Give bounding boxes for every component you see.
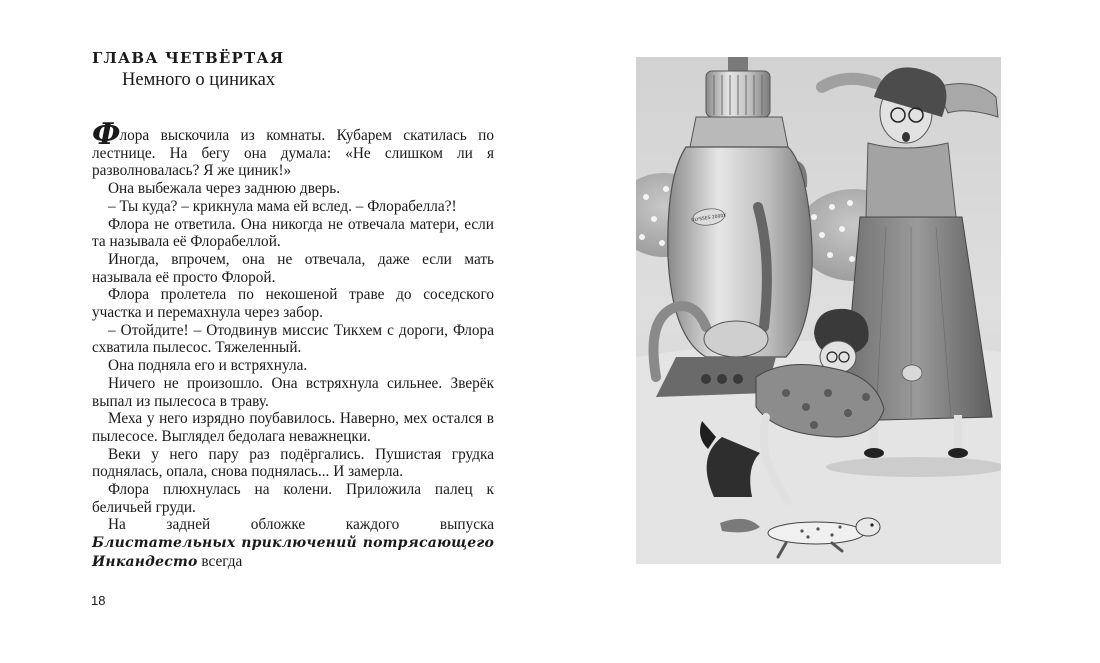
paragraph: Иногда, впрочем, она не отвечала, даже если мать называла её просто Флорой. [92, 250, 494, 286]
vacuum-label: ULYSSES 2000X [691, 213, 727, 224]
paragraph: Меха у него изрядно поубавилось. Наверно, мех остался в пылесосе. Выглядел бедолага неважнецки. [92, 410, 494, 445]
paragraph: Флора пролетела по некошеной траве до соседского участка и перемахнула через забор. [92, 286, 494, 322]
paragraph: – Отойдите! – Отодвинув миссис Тикхем с дороги, Флора схватила пылесос. Тяжеленный. [92, 321, 494, 357]
paragraph: Флора не ответила. Она никогда не отвечала матери, если та называла её Флорабеллой. [92, 215, 494, 251]
body-text [92, 117, 494, 572]
paragraph: Ничего не произошло. Она встряхнула сильнее. Зверёк выпал из пылесоса в траву. [92, 374, 494, 410]
illustration [636, 57, 1001, 564]
paragraph-text: На задней обложке каждого выпуска [108, 516, 494, 534]
ground-shadow [826, 457, 1001, 477]
paragraph: Веки у него пару раз подёргались. Пушистая грудка поднялась, опала, снова поднялась... И замерла. [92, 445, 494, 481]
paragraph-text: лора выскочила из комнаты. Кубарем скатилась по лестнице. На бегу она думала: «Не слишком ли я разволновалась? Я же циник!» [92, 127, 494, 180]
paragraph: Она выбежала через заднюю дверь. [108, 180, 341, 198]
chapter-title: Немного о циниках [122, 70, 276, 90]
chapter-label: ГЛАВА ЧЕТВЁРТАЯ [92, 49, 285, 67]
paragraph-text: всегда [197, 552, 243, 570]
paragraph [92, 516, 494, 571]
page-number: 18 [91, 593, 106, 608]
drop-cap: Ф [92, 117, 119, 152]
paragraph: – Ты куда? – крикнула мама ей вслед. – Флорабелла?! [108, 197, 457, 215]
paragraph [92, 117, 494, 180]
paragraph: Флора плюхнулась на колени. Приложила палец к беличьей груди. [92, 481, 494, 516]
illustration-drawing [636, 57, 1001, 564]
paragraph: Она подняла его и встряхнула. [108, 357, 308, 375]
comic-title-script: Блистательных приключений потрясающего Инкандесто [92, 535, 494, 570]
